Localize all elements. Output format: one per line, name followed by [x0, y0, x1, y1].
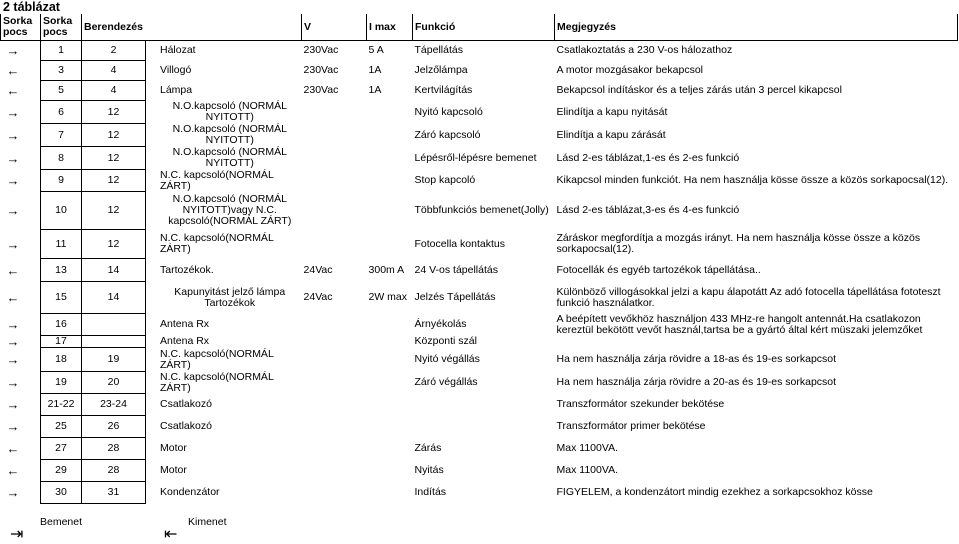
device-name: Csatlakozó: [160, 420, 212, 432]
function: Fotocella kontaktus: [414, 237, 505, 250]
header-col1: Sorka pocs: [1, 14, 41, 41]
terminal-a: 16: [41, 314, 82, 336]
table-row: [1, 336, 958, 348]
row-direction-icon: →: [6, 485, 20, 500]
table-row: [1, 230, 958, 259]
terminal-b: [82, 336, 146, 348]
terminal-b: 12: [82, 101, 146, 124]
header-imax: I max: [367, 14, 413, 41]
table-row: [1, 147, 958, 170]
current-max: [367, 394, 413, 416]
remark: Max 1100VA.: [556, 464, 618, 476]
device-name: Kapunyitást jelző lámpa Tartozékok: [174, 285, 286, 309]
function: Tápellátás: [414, 44, 463, 57]
function: 24 V-os tápellátás: [414, 263, 498, 276]
terminal-b: 12: [82, 192, 146, 230]
terminal-b: 14: [82, 259, 146, 282]
voltage: [302, 482, 367, 504]
table-row: [1, 101, 958, 124]
row-direction-icon: →: [6, 203, 20, 218]
voltage: [302, 438, 367, 460]
terminal-b: 14: [82, 282, 146, 314]
table-title: 2 táblázat: [3, 0, 60, 14]
voltage: [302, 394, 367, 416]
remark: Transzformátor primer bekötése: [556, 420, 706, 432]
row-direction-icon: →: [6, 104, 20, 120]
function: [413, 416, 555, 438]
table-row: [1, 394, 958, 416]
input-arrow-icon: ⇥: [10, 526, 24, 543]
header-v: V: [302, 14, 367, 41]
table-row: [1, 348, 958, 372]
terminal-a: 6: [41, 101, 82, 124]
voltage: [302, 372, 367, 394]
header-berendezes: Berendezés: [82, 14, 302, 41]
remark: Ha nem használja zárja rövidre a 20-as és 19-es sorkapcsot: [556, 376, 837, 388]
remark: Elindítja a kapu zárását: [556, 128, 666, 141]
remark: Csatlakoztatás a 230 V-os hálozathoz: [556, 44, 733, 57]
row-direction-icon: →: [6, 127, 20, 143]
remark: Záráskor megfordítja a mozgás irányt. Ha nem használja kösse össze a közös sorkapocsal(12).: [556, 232, 921, 255]
current-max: [367, 372, 413, 394]
voltage: 24Vac: [303, 263, 333, 276]
current-max: [367, 482, 413, 504]
function: [413, 394, 555, 416]
voltage: [302, 460, 367, 482]
function: Árnyékolás: [414, 318, 467, 330]
terminal-a: 11: [41, 230, 82, 259]
remark: Max 1100VA.: [556, 442, 618, 454]
table-row: [1, 124, 958, 147]
function: Indítás: [414, 486, 447, 498]
device-name: N.O.kapcsoló (NORMÁL NYITOTT): [172, 123, 287, 146]
header-col2: Sorka pocs: [41, 14, 82, 41]
legend-output-label: Kimenet: [188, 516, 227, 528]
device-name: N.C. kapcsoló(NORMÁL ZÁRT): [160, 232, 274, 255]
function: Nyitás: [414, 464, 444, 476]
terminal-a: 1: [41, 41, 82, 61]
terminal-b: [82, 314, 146, 336]
remark: Fotocellák és egyéb tartozékok tápellátása..: [556, 263, 761, 276]
current-max: 1A: [368, 64, 382, 76]
row-direction-icon: ←: [6, 83, 20, 98]
device-name: Villogó: [160, 64, 192, 76]
function: Zárás: [414, 442, 442, 454]
voltage: [302, 101, 367, 124]
current-max: [367, 348, 413, 372]
terminal-a: 5: [41, 81, 82, 101]
function: Záró kapcsoló: [414, 128, 481, 141]
terminal-a: 15: [41, 282, 82, 314]
current-max: [367, 170, 413, 192]
terminal-b: 12: [82, 147, 146, 170]
table-row: [1, 282, 958, 314]
remark: [555, 336, 958, 348]
terminal-b: 31: [82, 482, 146, 504]
remark: A motor mozgásakor bekapcsol: [556, 64, 704, 76]
function: Nyitó kapcsoló: [414, 105, 483, 118]
voltage: 230Vac: [303, 44, 339, 57]
row-direction-icon: →: [6, 334, 20, 349]
voltage: [302, 314, 367, 336]
current-max: [367, 124, 413, 147]
terminal-a: 10: [41, 192, 82, 230]
device-name: N.C. kapcsoló(NORMÁL ZÁRT): [160, 168, 274, 192]
remark: Transzformátor szekunder bekötése: [556, 398, 725, 410]
current-max: 300m A: [368, 263, 405, 276]
terminal-b: 12: [82, 124, 146, 147]
device-name: N.C. kapcsoló(NORMÁL ZÁRT): [160, 370, 274, 394]
table-row: [1, 41, 958, 61]
current-max: 5 A: [368, 44, 384, 57]
table-row: [1, 259, 958, 282]
table-row: [1, 482, 958, 504]
terminal-a: 30: [41, 482, 82, 504]
function: Lépésről-lépésre bemenet: [414, 151, 537, 164]
terminal-a: 7: [41, 124, 82, 147]
current-max: [367, 438, 413, 460]
row-direction-icon: ←: [6, 262, 20, 278]
remark: Lásd 2-es táblázat,1-es és 2-es funkció: [556, 151, 740, 164]
device-name: Hálozat: [160, 44, 196, 57]
voltage: 24Vac: [303, 291, 333, 303]
table-row: [1, 438, 958, 460]
row-direction-icon: ←: [6, 63, 20, 78]
terminal-a: 18: [41, 348, 82, 372]
device-name: N.C. kapcsoló(NORMÁL ZÁRT): [160, 347, 274, 371]
header-funkcio: Funkció: [413, 14, 555, 41]
row-direction-icon: →: [6, 236, 20, 252]
table-header-row: [1, 14, 958, 41]
device-name: N.O.kapcsoló (NORMÁL NYITOTT): [172, 146, 287, 169]
terminal-b: 2: [82, 41, 146, 61]
voltage: 230Vac: [303, 64, 339, 76]
legend-input-label: Bemenet: [40, 516, 83, 528]
terminal-b: 28: [82, 460, 146, 482]
device-name: Antena Rx: [160, 318, 210, 330]
device-name: Lámpa: [160, 84, 193, 96]
remark: FIGYELEM, a kondenzátort mindig ezekhez a sorkapcsokhoz kösse: [556, 486, 873, 498]
remark: A beépített vevőkhöz használjon 433 MHz-re hangolt antennát.Ha csatlakozon kereztül bekötött vevőt használ,tartsa be a gyártó által kért müszaki jelemzőket: [556, 312, 923, 336]
terminal-a: 29: [41, 460, 82, 482]
function: Nyitó végállás: [414, 353, 480, 365]
header-megjegyzes: Megjegyzés: [555, 14, 958, 41]
terminal-b: 12: [82, 170, 146, 192]
voltage: [302, 348, 367, 372]
current-max: [367, 336, 413, 348]
row-direction-icon: →: [6, 419, 20, 434]
table-body: [1, 41, 958, 504]
remark: Ha nem használja zárja rövidre a 18-as és 19-es sorkapcsot: [556, 353, 837, 365]
voltage: [302, 170, 367, 192]
row-direction-icon: →: [6, 317, 20, 332]
connection-table: [0, 14, 958, 504]
function: Kertvilágítás: [414, 84, 473, 96]
table-row: [1, 192, 958, 230]
voltage: 230Vac: [303, 84, 339, 96]
row-direction-icon: →: [6, 397, 20, 412]
terminal-a: 27: [41, 438, 82, 460]
row-direction-icon: →: [6, 173, 20, 188]
table-row: [1, 170, 958, 192]
voltage: [302, 124, 367, 147]
terminal-a: 17: [41, 336, 82, 348]
current-max: [367, 192, 413, 230]
voltage: [302, 230, 367, 259]
function: Jelzőlámpa: [414, 64, 468, 76]
device-name: Kondenzátor: [160, 486, 220, 498]
function: Stop kapcoló: [414, 174, 476, 186]
device-name: Tartozékok.: [160, 263, 214, 276]
terminal-a: 21-22: [41, 394, 82, 416]
terminal-a: 9: [41, 170, 82, 192]
current-max: [367, 147, 413, 170]
row-direction-icon: →: [6, 43, 20, 59]
terminal-b: 20: [82, 372, 146, 394]
table-row: [1, 81, 958, 101]
current-max: [367, 230, 413, 259]
terminal-b: 12: [82, 230, 146, 259]
terminal-b: 4: [82, 61, 146, 81]
remark: Kikapcsol minden funkciót. Ha nem használja kösse össze a közös sorkapocsal(12).: [556, 174, 949, 186]
device-name: N.O.kapcsoló (NORMÁL NYITOTT): [172, 100, 287, 123]
remark: Lásd 2-es táblázat,3-es és 4-es funkció: [556, 204, 740, 216]
terminal-b: 4: [82, 81, 146, 101]
row-direction-icon: ←: [6, 441, 20, 456]
device-name: Antena Rx: [160, 335, 210, 347]
remark: Különböző villogásokkal jelzi a kapu álapotátt Az adó fotocella tápellátása fototeszt funkció használatkor.: [556, 285, 941, 309]
row-direction-icon: →: [6, 352, 20, 367]
function: Záró végállás: [414, 376, 478, 388]
current-max: [367, 416, 413, 438]
row-direction-icon: ←: [6, 290, 20, 305]
voltage: [302, 416, 367, 438]
function: Többfunkciós bemenet(Jolly): [414, 204, 549, 216]
terminal-a: 3: [41, 61, 82, 81]
table-row: [1, 314, 958, 336]
terminal-b: 23-24: [82, 394, 146, 416]
current-max: 2W max: [368, 291, 408, 303]
voltage: [302, 147, 367, 170]
remark: Bekapcsol indításkor és a teljes zárás után 3 percel kikapcsol: [556, 84, 842, 96]
device-name: Csatlakozó: [160, 398, 212, 410]
output-arrow-icon: ⇤: [164, 526, 178, 543]
row-direction-icon: ←: [6, 463, 20, 478]
voltage: [302, 192, 367, 230]
terminal-a: 25: [41, 416, 82, 438]
terminal-b: 28: [82, 438, 146, 460]
device-name: N.O.kapcsoló (NORMÁL NYITOTT)vagy N.C. kapcsoló(NORMÁL ZÁRT): [168, 193, 292, 227]
table-row: [1, 61, 958, 81]
current-max: 1A: [368, 84, 382, 96]
remark: Elindítja a kapu nyitását: [556, 105, 668, 118]
terminal-b: 26: [82, 416, 146, 438]
terminal-a: 19: [41, 372, 82, 394]
current-max: [367, 460, 413, 482]
table-row: [1, 460, 958, 482]
terminal-a: 13: [41, 259, 82, 282]
device-name: Motor: [160, 464, 187, 476]
voltage: [302, 336, 367, 348]
row-direction-icon: →: [6, 150, 20, 166]
terminal-b: 19: [82, 348, 146, 372]
terminal-a: 8: [41, 147, 82, 170]
device-name: Motor: [160, 442, 187, 454]
function: Központi szál: [414, 335, 477, 347]
current-max: [367, 101, 413, 124]
function: Jelzés Tápellátás: [414, 291, 496, 303]
row-direction-icon: →: [6, 375, 20, 390]
table-row: [1, 372, 958, 394]
current-max: [367, 314, 413, 336]
table-row: [1, 416, 958, 438]
